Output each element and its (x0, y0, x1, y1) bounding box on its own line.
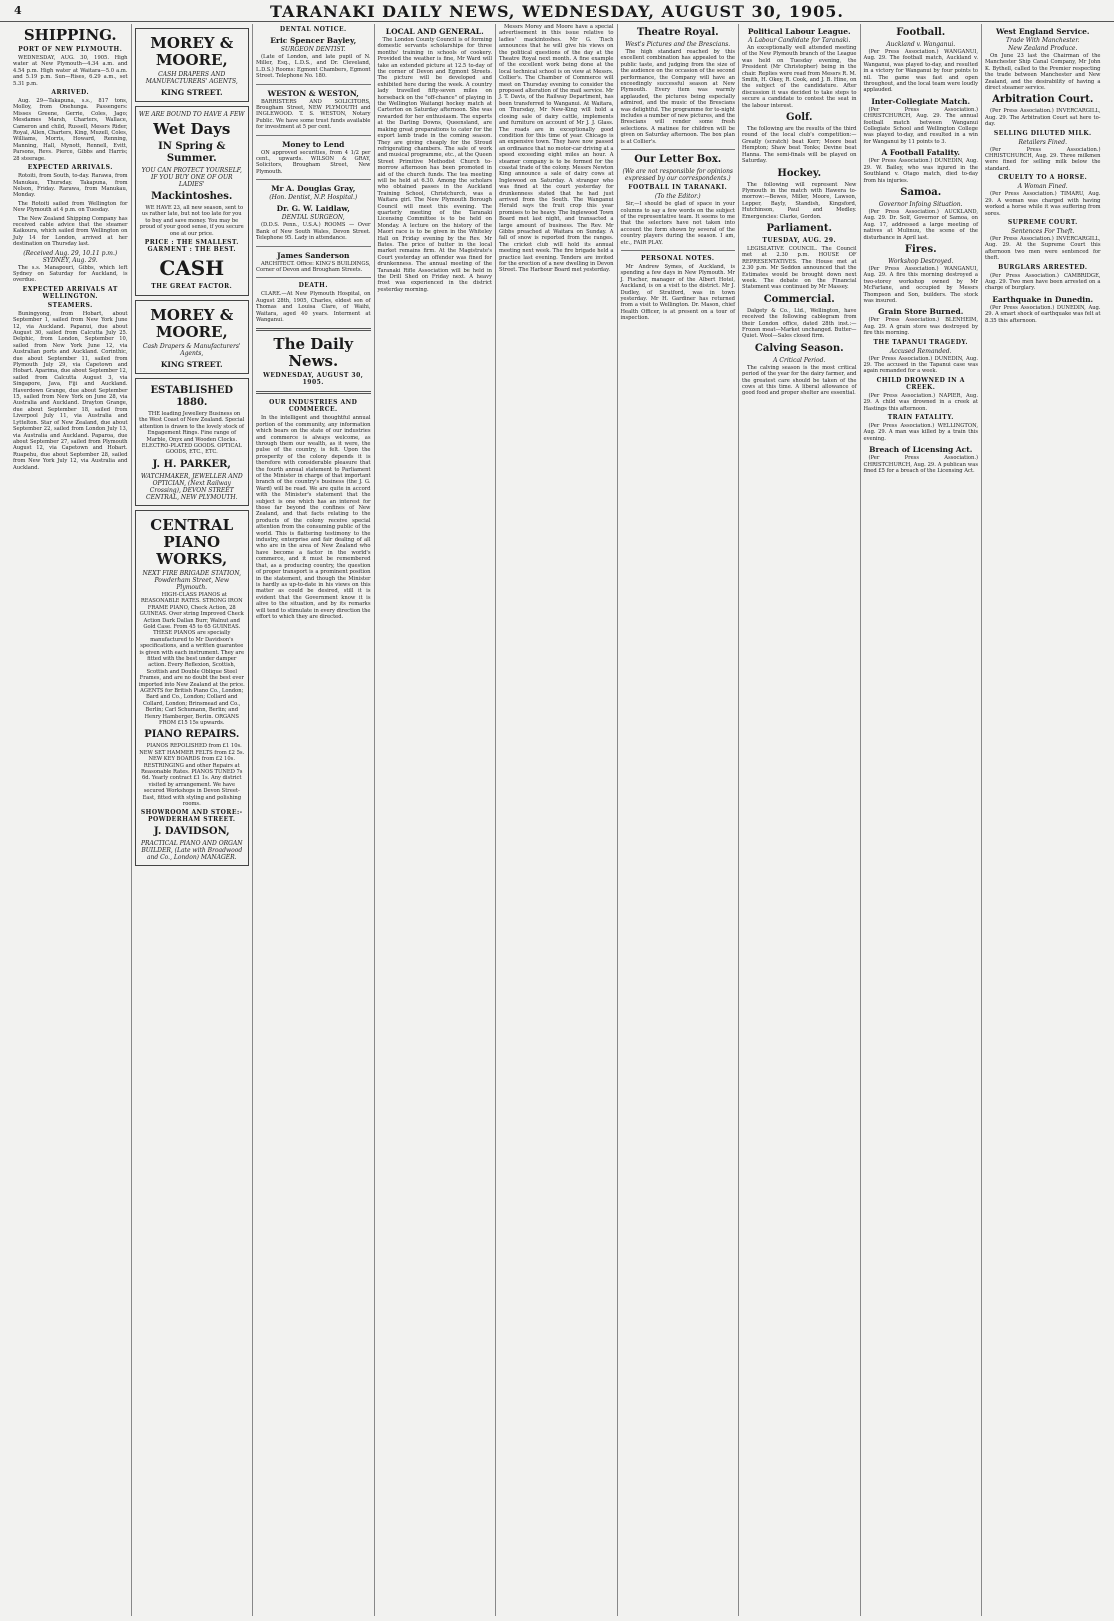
death-heading: DEATH. (298, 282, 328, 290)
ad-mackintoshes (135, 106, 250, 296)
arrivals-wellington-text: The New Zealand Shipping Company has received cable advice that the steamer Kaikoura, which sailed from Wellington on July 14 for London, arrived at her destination on Thursday last. (13, 215, 128, 248)
heading-port: PORT OF NEW PLYMOUTH. (18, 46, 123, 53)
cruelty-text: (Per Press Association.) TIMARU, Aug. 29. A woman was charged with having worked a horse while it was suffering from sores. (985, 191, 1101, 217)
ad-mackintoshes-heading: Mackintoshes. (151, 191, 233, 202)
ad-mackintoshes-intro: WE ARE BOUND TO HAVE A FEW (138, 111, 245, 118)
heading-licensing: Breach of Licensing Act. (869, 445, 973, 455)
grain-text: (Per Press Association.) BLENHEIM, Aug. 29. A grain store was destroyed by fire this morning. (863, 317, 978, 337)
masthead (0, 0, 1114, 22)
bayley-name: Eric Spencer Bayley, (270, 36, 357, 45)
parliament-text: LEGISLATIVE COUNCIL. The Council met at 2.30 p.m. HOUSE OF REPRESENTATIVES. The House met at 2.30 p.m. Mr Seddon announced that the Estimates would be brought down next week. The debate on the Financial Statement was continued by Mr Massey. (742, 245, 857, 291)
heading-calving-sub: A Critical Period. (773, 356, 826, 364)
samoa-text: (Per Press Association.) AUCKLAND, Aug. 29. Dr. Solf, Governor of Samoa, on Aug. 17, addressed a large meeting of natives at Mulinuu, the scene of the disturbance in April last. (863, 208, 978, 241)
page-number: 4 (14, 4, 22, 17)
heading-supreme: SUPREME COURT. (1007, 218, 1078, 226)
tides-text: WEDNESDAY, AUG. 30, 1905. High water at New Plymouth—4.34 a.m. and 4.54 p.m. High water at Waitara—5.0 a.m. and 5.19 p.m. Sun—Rises, 6.29 a.m., set 5.31 p.m. (13, 55, 128, 87)
ad-morey-moore-name: MOREY & MOORE, (150, 34, 234, 69)
ad-morey-moore-street: KING STREET. (160, 88, 223, 97)
gray-name: Mr A. Douglas Gray, (271, 184, 356, 194)
heading-drowned: CHILD DROWNED IN A CREEK. (876, 376, 965, 391)
gray-title: (Hon. Dentist, N.P. Hospital.) (269, 194, 358, 202)
heading-west-england-sub2: New Zealand Produce. (1008, 45, 1078, 52)
ad-parker-text: WATCHMAKER, JEWELLER AND OPTICIAN, (Next Railway Crossing), DEVON STREET CENTRAL, NEW PLYMOUTH. (140, 472, 243, 501)
heading-fires: Fires. (904, 243, 937, 255)
ad-mackintoshes-spring: IN Spring & Summer. (158, 141, 226, 164)
bluff-text: The Rotoiti sailed from Wellington for New Plymouth at 4 p.m. on Tuesday. (13, 200, 128, 214)
heading-milk-sub: Retailers Fined. (1018, 138, 1068, 146)
letter-note: (We are not responsible for opinions expressed by our correspondents.) (622, 168, 734, 183)
ad-morey-moore-line: CASH DRAPERS AND MANUFACTURERS' AGENTS, (145, 71, 238, 85)
heading-samoa-sub: Governor Infoing Situation. (878, 200, 963, 208)
laidlaw-title: DENTAL SURGEON, (281, 214, 345, 222)
column-notices (253, 24, 375, 1616)
heading-tragedy-sub: Accused Remanded. (889, 347, 952, 355)
letter-text: Sir,—I should be glad of space in your columns to say a few words on the subject of the representative team. It seems to me that the selectors have not taken into account the form shown by several of the country players during the season. I am, etc., FAIR PLAY. (620, 201, 735, 246)
ad-morey-moore-2-street: KING STREET. (160, 360, 223, 370)
column-theatre (618, 24, 740, 1616)
newspaper-title: TARANAKI DAILY NEWS, WEDNESDAY, AUGUST 30, 1905. (270, 2, 844, 21)
editorial-text: In the intelligent and thoughtful annual portion of the community, any information which bears on the state of our industries and commerce is always welcome, as through them our wealth, as it were, the pulse of the country, is felt. Upon the prosperity of the colony depends it is therefore with considerable pleasure that the fourth annual statement to Parliament of the Minister in charge of that important branch of the country's business (the J. G. Ward) will be read. We are quite in accord with the Minister's statement that the subject is one which has an interest for those far beyond the confines of New Zealand, and that facts relating to the products of the colony receive special attention from the consuming public of the world. This is flattering testimony to the industry, enterprise and fair dealing of all who are in the area of New Zealand who have become a factor in the world's commerce, and it must be remembered that, as a producing country, the question of proper transport is a prominent position in the statement, and though the Minister is hardly as up-to-date in his views on this matter as could be desired, still it is evident that the Government know it is alive to the situation, and by its remarks will tend to stimulate in every direction the effort to which they are directed. (256, 415, 371, 620)
calving-text: The calving season is the most critical period of the year for the dairy farmer, and the greatest care should be taken of the cows at this time. A liberal allowance of good food and proper shelter are essential. (742, 364, 857, 397)
heading-earthquake: Earthquake in Dunedin. (992, 294, 1094, 304)
column-west-england (982, 24, 1104, 1616)
theatre-text: The high standard reached by this excellent combination has appealed to the public taste, and judging from the size of the audience on the occasion of the second performance, the Company will have an exceedingly successful season at New Plymouth. Every item was warmly applauded, the pictures being especially admired, and the music of the Brescians was delightful. The programme for to-night includes a number of new pictures, and the Brescians will render some fresh selections. A matinee for children will be given on Saturday afternoon. The box plan is at Collier's. (620, 49, 735, 145)
milk-text: (Per Press Association.) CHRISTCHURCH, Aug. 29. Three milkmen were fined for selling milk below the standard. (985, 146, 1101, 172)
death-text: CLARE.—At New Plymouth Hospital, on August 28th, 1905, Charles, eldest son of Thomas and Louisa Clare, of Waihi, Waitara, aged 40 years. Interment at Wanganui. (256, 291, 371, 323)
heading-shipping: SHIPPING. (23, 26, 117, 44)
heading-theatre-sub: West's Pictures and the Brescians. (625, 41, 731, 48)
divider (621, 250, 736, 251)
column-labour (739, 24, 861, 1616)
local-general-text: The London County Council is of forming domestic servants scholarships for three months' training in schools of cookery. Provided the weather is fine, Mr Ward will take an extended picture at 12.5 to-day of the corner of Devon and Egmont Streets. The picture will be developed and exhibited here during the week. A country lady travelled fifty-seven miles on horseback on the "off-chance" of playing in the Wellington Waitangi hockey match at Carterton on Saturday afternoon. She was rewarded for her enthusiasm. The experts at the Darling Downs, Queensland, are making great preparations to cater for the export lamb trade in the coming season. They are giving cheaply for the Stroud refrigerating chambers. The sale of work and musical programme, etc., at the Queen Street Primitive Methodist Church to-morrow afternoon has been promoted in aid of the church funds. The tea meeting will be held at 6.30. Among the scholars who obtained passes in the Auckland Training School, Christchurch, was a Waitara girl. The New Plymouth Borough Council will meet this evening. The quarterly meeting of the Taranaki Licensing Committee is to be held on Monday. A lecture on the history of the Maori race is to be given in the Whiteley Hall on Friday evening by the Rev. Mr Bates. The price of butter in the local market remains firm. At the Magistrate's Court yesterday an offender was fined for drunkenness. The annual meeting of the Taranaki Rifle Association will be held in the Drill Shed on Friday next. A heavy frost was experienced in the district yesterday morning. (377, 37, 492, 293)
ad-mackintoshes-cash: CASH (159, 256, 225, 281)
heading-commercial: Commercial. (763, 293, 835, 305)
supreme-text: (Per Press Association.) INVERCARGILL, Aug. 29. At the Supreme Court this afternoon two men were sentenced for theft. (985, 235, 1101, 262)
heading-west-england-sub: Trade With Manchester. (1006, 37, 1080, 44)
burglars-text: (Per Press Association.) CAMBRIDGE, Aug. 29. Two men have been arrested on a charge of burglary. (985, 272, 1101, 292)
ad-central-piano (135, 510, 250, 867)
laidlaw-name: Dr. G. W. Laidlaw, (276, 204, 350, 214)
labour-text: An exceptionally well attended meeting of the New Plymouth branch of the League was held on Tuesday evening, the President (Mr Christopher) being in the chair. Replies were read from Messrs R. M. Smith, H. Okey, R. Cook, and J. B. Hine, on the subject of the candidature. After discussion it was decided to take steps to secure a candidate to contest the seat in the labour interest. (742, 45, 857, 109)
heading-train: TRAIN FATALITY. (887, 414, 954, 422)
ad-central-piano-name: CENTRAL PIANO WORKS, (150, 515, 234, 568)
divider (621, 149, 736, 150)
columns (10, 24, 1104, 1616)
column-adverts-1 (132, 24, 254, 1616)
local-general-cont-text: Messrs Morey and Moore have a special advertisement in this issue relative to ladies' mackintoshes. Mr G. Tisch announces that he will give his views on the political questions of the day at the Theatre Royal next month. A fine example of the excellent work being done at the local technical school is on view at Messrs. Collier's. The Chamber of Commerce will meet on Thursday evening to consider the proposed alteration of the mail service. Mr J. T. Davis, of the Railway Department, has been transferred to Wanganui. At Waitara, on Thursday, Mr New-King will hold a closing sale of dairy cattle, implements and furniture on account of Mr J. J. Glass. The roads are in exceptionally good condition for this time of year. Chicago is an expensive town. They have now passed an ordinance that no motor-car driving at a speed exceeding eight miles an hour. A steamer company is to be formed for the coastal trade of the colony. Messrs Newton King announce a sale of dairy cows at Inglewood on Saturday. A stranger who was fined at the court yesterday for drunkenness stated that he had just arrived from the South. The Wanganui Herald says the fruit crop this year promises to be heavy. The Inglewood Town Board met last night, and transacted a large amount of business. The Rev. Mr Gibbs preached at Waitara on Sunday. A fall of snow is reported from the ranges. The cricket club will hold its annual meeting next week. The fire brigade held a practice last evening. Tenders are invited for the erection of a new dwelling in Devon Street. The Harbour Board met yesterday. (499, 24, 614, 274)
west-england-text: On June 23 last the Chairman of the Manchester Ship Canal Company, Mr John K. Bythell, called to the Premier respecting the trade between Manchester and New Zealand, and the desirability of having a direct steamer service. (985, 53, 1101, 92)
arrived-text: Aug. 29—Takapuna, s.s., 817 tons, Molloy, from Onehunga. Passengers: Misses Greene, Gerrie, Coles, Jago; Mesdames Marsh, Charters, Wallace, Cameron and child, Russell, Messrs Rider, Royal, Allen, Charters, King, Muzell, Coles, Williams, Morris, Howard, Renning, Manning, Hall, Mynott, Rennell, Evitt, Parsons, Revs. Pierce, Gibbs and Harris; 28 steerage. (13, 98, 128, 162)
heading-milk: SELLING DILUTED MILK. (993, 129, 1092, 137)
heading-west-england: West England Service. (995, 27, 1090, 36)
heading-cruelty-sub: A Woman Fined. (1017, 183, 1068, 191)
ad-showroom: SHOWROOM AND STORE:- POWDERHAM STREET. (140, 809, 243, 824)
money-text: ON approved securities, from 4 1/2 per cent., upwards. WILSON & GRAY, Solicitors, Brougham Street, New Plymouth. (256, 149, 371, 175)
weston-name: WESTON & WESTON, (267, 88, 359, 98)
heading-supreme-sub: Sentences For Theft. (1011, 227, 1075, 235)
earthquake-text: (Per Press Association.) DUNEDIN, Aug. 29. A smart shock of earthquake was felt at 8.35 this afternoon. (985, 304, 1101, 324)
ad-morey-moore-2-name: MOREY & MOORE, (150, 306, 234, 342)
column-local-general (375, 24, 497, 1616)
heading-fires-sub: Workshop Destroyed. (888, 257, 954, 265)
heading-labour: Political Labour League. (747, 27, 851, 36)
ad-mackintoshes-price: PRICE : THE SMALLEST. GARMENT : THE BEST. (144, 239, 239, 254)
heading-theatre: Theatre Royal. (636, 27, 719, 38)
drowned-text: (Per Press Association.) NAPIER, Aug. 29. A child was drowned in a creek at Hastings this afternoon. (863, 392, 978, 412)
heading-parliament: Parliament. (766, 222, 832, 234)
column-football (861, 24, 983, 1616)
paper-date: WEDNESDAY, AUGUST 30, 1905. (263, 372, 364, 387)
heading-cruelty: CRUELTY TO A HORSE. (998, 174, 1088, 182)
ad-established-text: THE leading Jewellery Business on the West Coast of New Zealand. Special attention is drawn to the lovely stock of Engagement Rings. Fine range of Marble, Onyx and Wooden Clocks. ELECTRO-PLATED GOODS. OPTICAL GOODS, ETC., ETC. (139, 411, 245, 456)
weston-text: BARRISTERS AND SOLICITORS, Brougham Street, NEW PLYMOUTH and INGLEWOOD. T. S. WESTON, Notary Public. We have some trust funds available for investment at 5 per cent. (256, 98, 371, 131)
ad-parker-name: J. H. PARKER, (152, 458, 231, 470)
divider (256, 328, 371, 331)
heading-arbitration: Arbitration Court. (992, 94, 1094, 106)
letter-heading: FOOTBALL IN TARANAKI. (628, 184, 728, 192)
dental-notice-label: DENTAL NOTICE. (279, 26, 347, 33)
expected-text: Rotoiti, from South, to-day. Rarawa, from Manukau, Thursday. Takapuna, from Nelson, Friday. Rarawa, from Manukau, Monday. (13, 173, 128, 199)
heading-personal: PERSONAL NOTES. (640, 254, 715, 262)
ad-davidson-name: J. DAVIDSON, (153, 826, 230, 838)
sanderson-name: James Sanderson (277, 250, 350, 260)
divider (256, 135, 371, 136)
arbitration-text: (Per Press Association.) INVERCARGILL, Aug. 29. The Arbitration Court sat here to-day. (985, 108, 1101, 128)
column-local-general-cont (496, 24, 618, 1616)
ad-mackintoshes-text2: WE HAVE 23, all new season, sent to us rather late, but not too late for you to buy and save money. You may be proud of your good sense, if you secure one at our price. (139, 205, 244, 237)
heading-burglars: BURGLARS ARRESTED. (998, 263, 1088, 271)
train-text: (Per Press Association.) WELLINGTON, Aug. 29. A man was killed by a train this evening. (863, 423, 978, 442)
laidlaw-text: (D.D.S. Penn., U.S.A.) ROOMS — Over Bank of New South Wales, Devon Street. Telephone 95. Lady in attendance. (256, 222, 371, 242)
column-shipping (10, 24, 132, 1616)
hockey-text: The following will represent New Plymouth in the match with Hawera to-morrow:—Bewes, Miller, Moore, Lawson, Lepper, Bayly, Standish, Kingsford, Hutchinson, Paul and Medley. Emergencies: Clarke, Gordon. (742, 181, 857, 220)
heading-labour-sub: A Labour Candidate for Taranaki. (748, 37, 851, 44)
heading-grain: Grain Store Burned. (878, 307, 964, 317)
ad-central-piano-text: HIGH-CLASS PIANOS at REASONABLE RATES. STRONG IRON FRAME PIANO, Check Action, 28 GUINEAS. Over string Improved Check Action Dark Dallan Burr, Walnut and Gold Case. From 45 to 65 GUINEAS. THESE PIANOS are specially manufactured to Mr Davidson's specifications, and a written guarantee is given with each instrument. They are fitted with the best under damper action. Every Reflexion, Scottish, Scottish and Double Oblique Steel Frames, and are no doubt the best ever imported into New Zealand at the price. AGENTS for British Piano Co., London; Bard and Co., London; Collard and Collard, London; Brinsmead and Co., Berlin; Carl Schumann, Berlin; and Henry Hamberger, Berlin. ORGANS FROM £15 15s upwards. (138, 591, 245, 726)
divider (256, 179, 371, 180)
heading-intercollegiate: Inter-Collegiate Match. (871, 96, 971, 106)
intercollegiate-text: (Per Press Association.) CHRISTCHURCH, Aug. 29. The annual football match between Wanganui Collegiate School and Wellington College was played to-day, and resulted in a win for Wanganui by 11 points to 3. (863, 106, 978, 145)
heading-letter-box: Our Letter Box. (634, 154, 722, 166)
heading-tragedy: THE TAPANUI TRAGEDY. (873, 338, 969, 346)
heading-hockey: Hockey. (777, 167, 822, 179)
commercial-text: Dalgety & Co., Ltd., Wellington, have received the following cablegram from their London office, dated 28th inst.:—Frozen meat—Market unchanged. Butter—Quiet. Wool—Sales closed firm. (742, 307, 857, 340)
football-text: (Per Press Association.) WANGANUI, Aug. 29. The football match, Auckland v. Wanganui, was played to-day, and resulted in a victory for Wanganui by four points to nil. The game was fast and open throughout, and the local team were loudly applauded. (863, 49, 978, 94)
divider (256, 277, 371, 278)
letter-to: (To the Editor.) (654, 193, 701, 201)
sanderson-text: ARCHITECT. Office: KING'S BUILDINGS, Corner of Devon and Brougham Streets. (256, 260, 371, 273)
ad-morey-moore-2-line: Cash Drapers & Manufacturers' Agents, (142, 343, 241, 358)
divider (256, 246, 371, 247)
sydney-text: The s.s. Manapouri, Gibbs, which left Sydney on Saturday for Auckland, is overdue. (13, 264, 128, 284)
heading-fatality: A Football Fatality. (881, 148, 961, 158)
heading-football-sub: Auckland v. Wanganui. (886, 41, 956, 48)
steamers-text: Buningyong, from Hobart, about September 1, sailed from New York June 12, via Auckland. Papanui, due about August 30, sailed from Calcutta July 25. Delphic, from London, September 10, sailed from New York June 12, via Australian ports and Auckland. Corinthic, due about September 11, sailed from Plymouth July 29, via Capetown and Hobart. Aparima, due about September 12, sailed from Calcutta August 3, via Singapore, Java, Fiji and Auckland. Haverdown Grange, due about September 15, sailed from New York on June 28, via Australia and Auckland. Drayton Grange, due about September 18, sailed from Liverpool July 11, via Australia and Lyttelton. Star of New Zealand, due about September 22, sailed from London July 13, via Australia and Auckland. Paparoa, due about September 27, sailed from Plymouth August 12, via Capetown and Hobart. Ruapehu, due about September 28, sailed from New York July 12, via Australia and Auckland. (13, 310, 128, 471)
heading-expected: EXPECTED ARRIVALS. (27, 164, 113, 172)
golf-text: The following are the results of the third round of the local club's competition:—Greatly (scratch) beat Kerr; Moore beat Hempton; Shaw beat Tonks; Devine beat Hanna. The semi-finals will be played on Saturday. (742, 126, 857, 165)
paper-title: The Daily News. (273, 335, 354, 371)
ad-morey-moore (135, 28, 250, 102)
heading-football: Football. (896, 27, 946, 38)
ad-davidson-text: PRACTICAL PIANO AND ORGAN BUILDER, (Late with Broadwood and Co., London) MANAGER. (140, 840, 243, 862)
heading-steamers: STEAMERS. (47, 301, 93, 309)
heading-arrived: ARRIVED. (51, 89, 90, 97)
ad-piano-repairs-text: PIANOS REPOLISHED from £1 10s. NEW SET HAMMER FELTS from £2 5s. NEW KEY BOARDS from £2 10s. RESTRINGING and other Repairs at Reasonable Rates. PIANOS TUNED 7s 6d. Yearly contract £1 1s. Any district visited by arrangement. We have secured Workshops in Devon Street-East, fitted with styling and polishing rooms. (139, 743, 245, 808)
ad-mackintoshes-text: YOU CAN PROTECT YOURSELF, IF YOU BUY ONE OF OUR LADIES' (141, 167, 242, 188)
ad-morey-moore-2 (135, 300, 250, 374)
ad-mackintoshes-wet-days: Wet Days (153, 120, 231, 138)
fatality-text: (Per Press Association.) DUNEDIN, Aug. 29. W. Bailey, who was injured in the Southland v. Otago match, died to-day from his injuries. (863, 158, 978, 184)
heading-expected-wellington: EXPECTED ARRIVALS AT WELLINGTON. (22, 285, 118, 300)
personal-text: Mr Andrew Symes, of Auckland, is spending a few days in New Plymouth. Mr J. Fischer, manager of the Albert Hotel, Auckland, is on a visit to the district. Mr J. Dudley, of Stratford, was in town yesterday. Mr H. Gardiner has returned from a visit to Wellington. Dr. Mason, chief Health Officer, is at present on a tour of inspection. (620, 263, 735, 322)
heading-sydney: (Received Aug. 29, 10.11 p.m.) SYDNEY, Aug. 29. (23, 249, 118, 264)
fires-text: (Per Press Association.) WANGANUI, Aug. 29. A fire this morning destroyed a two-storey workshop owned by Mr McFarlane, and occupied by Messrs Thompson and Son, builders. The stock was insured. (863, 265, 978, 304)
tragedy-text: (Per Press Association.) DUNEDIN, Aug. 29. The accused in the Tapanui case was again remanded for a week. (863, 355, 978, 375)
heading-golf: Golf. (786, 112, 813, 124)
heading-calving: Calving Season. (754, 342, 844, 354)
ad-established: ESTABLISHED 1880. (150, 385, 234, 409)
heading-local-general: LOCAL AND GENERAL. (385, 27, 484, 36)
licensing-text: (Per Press Association.) CHRISTCHURCH, Aug. 29. A publican was fined £5 for a breach of the Licensing Act. (863, 455, 978, 475)
ad-central-piano-addr: NEXT FIRE BRIGADE STATION, Powderham Street, New Plymouth. (142, 569, 242, 591)
ad-parker (135, 378, 250, 506)
bayley-title: SURGEON DENTIST. (280, 46, 346, 53)
divider (256, 391, 371, 394)
bayley-text: (Late of London, and late pupil of N. Miller, Esq., L.D.S., and Dr. Cleveland, L.D.S.) Rooms: Egmont Chambers, Egmont Street. Telephone No. 180. (256, 54, 371, 80)
parliament-date: TUESDAY, AUG. 29. (762, 236, 837, 244)
divider (256, 84, 371, 85)
heading-samoa: Samoa. (900, 186, 942, 198)
editorial-heading: OUR INDUSTRIES AND COMMERCE. (269, 399, 358, 414)
ad-mackintoshes-factor: THE GREAT FACTOR. (151, 283, 233, 291)
ad-piano-repairs-heading: PIANO REPAIRS. (144, 729, 240, 741)
money-heading: Money to Lend (282, 139, 345, 149)
